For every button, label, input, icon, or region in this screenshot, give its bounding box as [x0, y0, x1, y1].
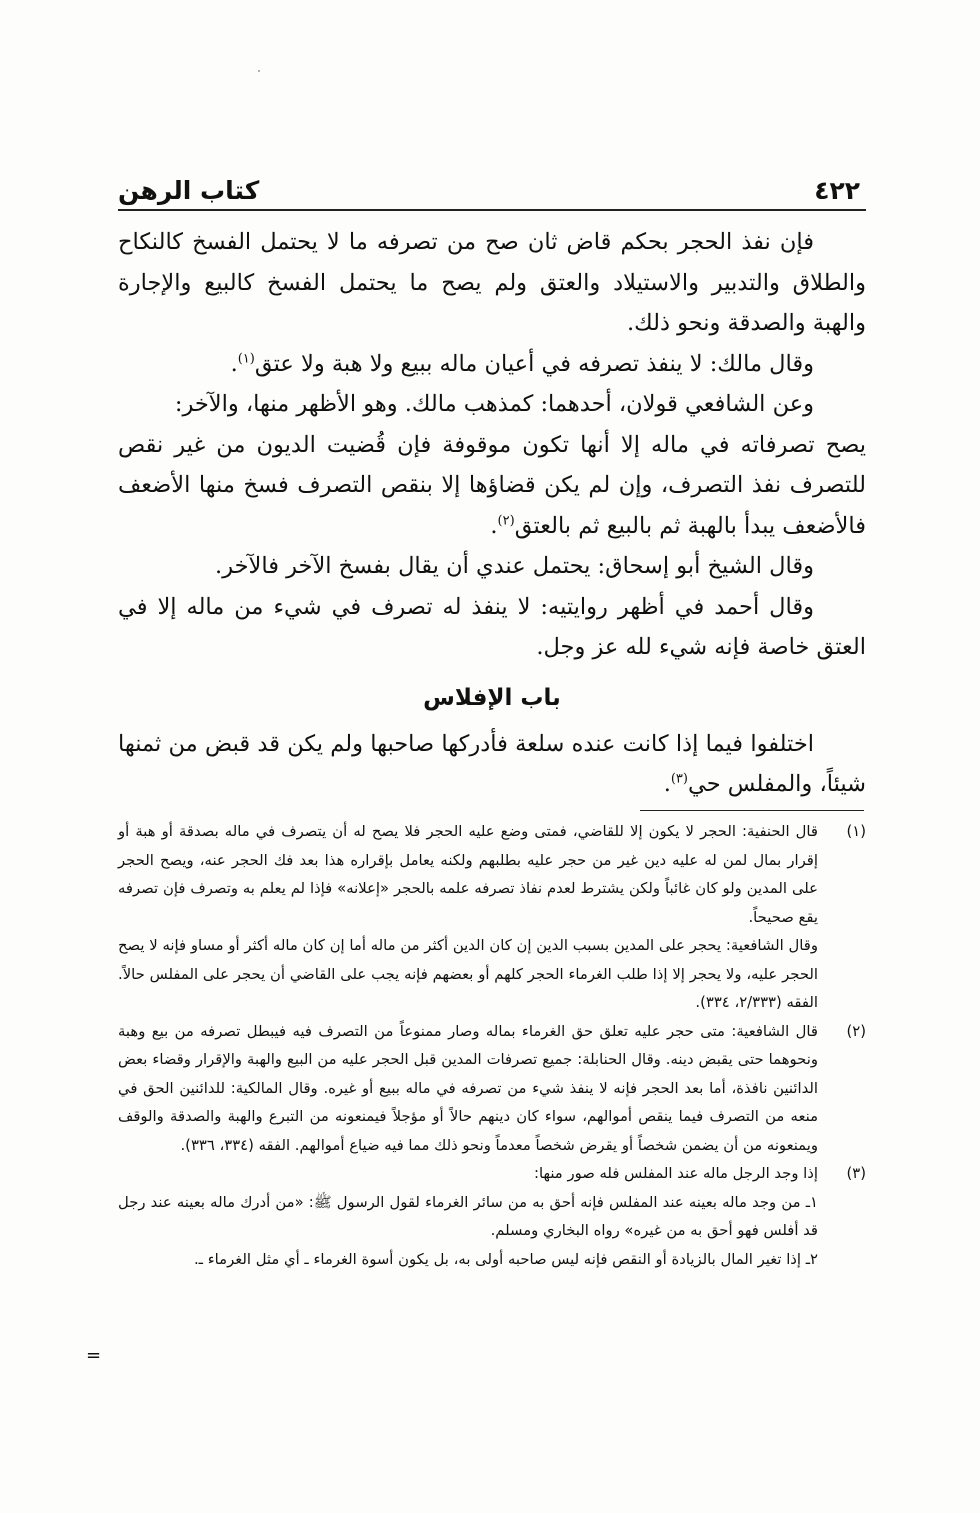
paragraph-shafii-continued	[118, 425, 866, 547]
footnote-body	[118, 1018, 818, 1161]
footnote-ref-1[interactable]: (١)	[237, 351, 255, 366]
footnote-separator	[640, 810, 864, 811]
paragraph-text: وقال مالك: لا ينفذ تصرفه في أعيان ماله ببيع ولا هبة ولا عتق	[254, 350, 814, 377]
footnote-paragraph: قال الشافعية: متى حجر عليه تعلق حق الغرماء بماله وصار ممنوعاً من التصرف فيه فيبطل تصرفه من بيع وهبة ونحوهما حتى يقبض دينه. وقال الحنابلة: جميع تصرفات المدين قبل الحجر عليه من البيع والهبة والإقرار وقضاء بعض الدائنين نافذة، أما بعد الحجر فإنه لا ينفذ شيء من تصرفه في ماله ببيع أو غيره. وقال المالكية: للدائنين الحق في منعه من التصرف فيما ينقص أموالهم، سواء كان دينهم حالاً أو مؤجلاً فيمنعونه من التبرع والهبة والصدقة والوقف ويمنعونه من أن يضمن شخصاً أو يقرض شخصاً معدماً ونحو ذلك مما فيه ضياع أموالهم. الفقه (٣٣٤، ٣٣٦).	[118, 1022, 818, 1154]
scan-speck	[258, 70, 260, 72]
paragraph-end: .	[230, 350, 238, 377]
margin-mark: =	[86, 1345, 102, 1366]
header-rule	[118, 209, 866, 211]
footnote-paragraph: وقال الشافعية: يحجر على المدين بسبب الدين إن كان الدين أكثر من ماله أما إن كان ماله أكثر أو مساو فإنه لا يصح الحجر عليه، ولا يحجر إلا إذا طلب الغرماء الحجر كلهم أو بعضهم فإنه يجب على القاضي أن يحجر على المفلس حالاً. الفقه (٢/٣٣٣، ٣٣٤).	[118, 937, 818, 1011]
footnote-number: (٢)	[846, 1022, 866, 1040]
paragraph-abu-ishaq	[118, 546, 866, 587]
paragraph-hajr-execution	[118, 222, 866, 344]
main-text	[118, 222, 866, 805]
paragraph-text: وقال أحمد في أظهر روايتيه: لا ينفذ له تصرف في شيء من ماله إلا في العتق خاصة فإنه شيء لله عز وجل.	[118, 593, 866, 660]
paragraph-text: فإن نفذ الحجر بحكم قاض ثان صح من تصرفه ما لا يحتمل الفسخ كالنكاح والطلاق والتدبير والاستيلاد والعتق ولم يصح ما يحتمل الفسخ كالبيع والإجارة والهبة والصدقة ونحو ذلك.	[118, 229, 866, 336]
paragraph-malik	[118, 344, 866, 385]
footnote-2	[118, 1018, 866, 1161]
footnote-paragraph: ١ـ من وجد ماله بعينه عند المفلس فإنه أحق به من سائر الغرماء لقول الرسول ﷺ: «من أدرك ماله بعينه عند رجل قد أفلس فهو أحق به من غيره» رواه البخاري ومسلم.	[118, 1193, 818, 1239]
footnote-ref-2[interactable]: (٢)	[497, 513, 515, 528]
footnote-body	[118, 818, 818, 1018]
paragraph-text: وعن الشافعي قولان، أحدهما: كمذهب مالك. وهو الأظهر منها، والآخر:	[174, 391, 814, 417]
footnote-paragraph: إذا وجد الرجل ماله عند المفلس فله صور منها:	[534, 1165, 818, 1182]
footnotes	[118, 818, 866, 1274]
footnote-paragraph: قال الحنفية: الحجر لا يكون إلا للقاضي، فمتى وضع عليه الحجر فلا يصح له أن يتصرف في ماله بصدقة أو هبة أو إقرار بمال لمن له عليه دين غير من حجر عليه بطلبهم ولكنه يعامل بإقراره هذا بعد فك الحجر عنه، ويصح الحجر على المدين ولو كان غائباً ولكن يشترط لعدم نفاذ تصرفه علمه بالحجر «إعلانه» فإذا لم يعلم به وتصرف فإن تصرفه يقع صحيحاً.	[118, 823, 818, 926]
paragraph-text: اختلفوا فيما إذا كانت عنده سلعة فأدركها صاحبها ولم يكن قد قبض من ثمنها شيئاً، والمفلس حي	[118, 730, 866, 797]
footnote-number: (١)	[846, 823, 866, 840]
running-title: كتاب الرهن	[118, 176, 260, 205]
page-header	[118, 176, 866, 210]
paragraph-ahmad	[118, 587, 866, 668]
footnote-number: (٣)	[846, 1165, 866, 1182]
footnote-3	[118, 1160, 866, 1274]
paragraph-text: وقال الشيخ أبو إسحاق: يحتمل عندي أن يقال بفسخ الآخر فالآخر.	[215, 553, 814, 579]
section-title: باب الإفلاس	[423, 684, 561, 711]
footnote-paragraph: ٢ـ إذا تغير المال بالزيادة أو النقص فإنه ليس صاحبه أولى به، بل يكون أسوة الغرماء ـ أي مثل الغرماء ـ.	[193, 1250, 818, 1268]
footnote-body	[118, 1160, 818, 1274]
footnote-1	[118, 818, 866, 1018]
page-number: ٤٢٢	[814, 176, 860, 205]
paragraph-end: .	[490, 512, 498, 539]
paragraph-end: .	[663, 771, 671, 797]
paragraph-shafii	[118, 384, 866, 425]
paragraph-iflas	[118, 724, 866, 805]
footnote-ref-3[interactable]: (٣)	[670, 771, 688, 787]
paragraph-text: يصح تصرفاته في ماله إلا أنها تكون موقوفة فإن قُضيت الديون من غير نقص للتصرف نفذ التصرف، وإن لم يكن قضاؤها إلا بنقص التصرف فسخ منها الأضعف فالأضعف يبدأ بالهبة ثم بالبيع ثم بالعتق	[118, 431, 866, 539]
